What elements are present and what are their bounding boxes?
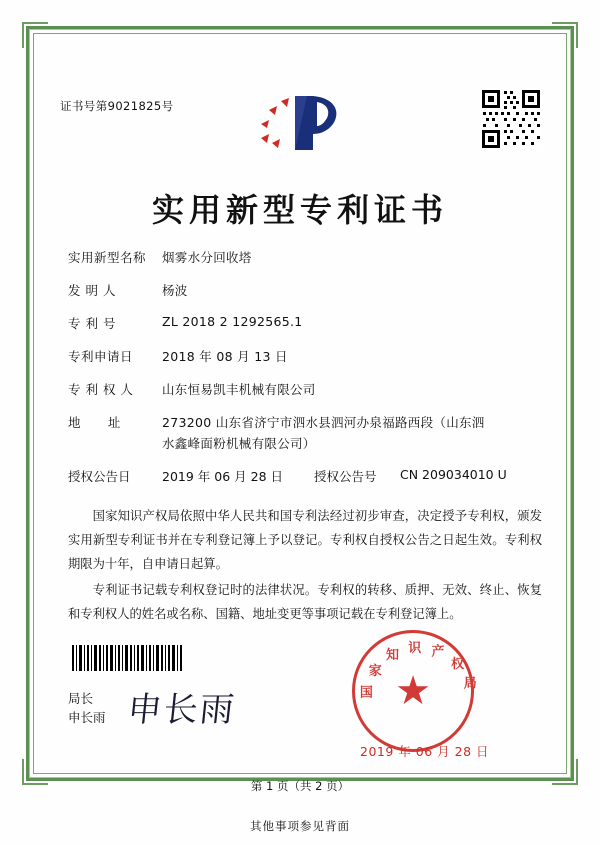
legal-text-block [68,505,542,629]
seal-date: 2019 年 06 月 28 日 [360,744,489,759]
field-value: CN 209034010 U [400,467,507,482]
field-label: 地 址 [68,415,121,430]
field-row-inventor [68,281,540,299]
paragraph-2: 专利证书记载专利权登记时的法律状况。专利权的转移、质押、无效、终止、恢复和专利权人的姓名或名称、国籍、地址变更等事项记载在专利登记簿上。 [68,582,542,621]
field-value: ZL 2018 2 1292565.1 [162,314,303,329]
field-row-application-date [68,347,540,365]
field-row-address [68,413,540,431]
field-value: 2019 年 06 月 28 日 [162,469,283,484]
field-value: 烟雾水分回收塔 [162,250,252,265]
back-side-note: 其他事项参见背面 [250,819,350,833]
corner-ornament-top-right [552,22,578,48]
field-label: 专 利 权 人 [68,382,134,397]
handwritten-signature: 申长雨 [125,690,238,730]
field-label: 实用新型名称 [68,250,147,265]
field-row-patentee [68,380,540,398]
field-value: 山东恒易凯丰机械有限公司 [162,382,316,397]
field-label: 专 利 号 [68,316,116,331]
field-label: 发 明 人 [68,283,116,298]
seal-ring-text: 国 家 知 识 产 权 局 [359,641,477,701]
official-seal [352,630,477,752]
corner-ornament-top-left [22,22,48,48]
field-value: 2018 年 08 月 13 日 [162,349,288,364]
field-row-utility-model-name [68,248,540,266]
qr-code-icon [480,88,542,150]
seal-star-icon: ★ [395,668,431,714]
field-label: 专利申请日 [68,349,134,364]
page-title: 实用新型专利证书 [151,191,448,229]
field-value: 273200 山东省济宁市泗水县泗河办泉福路西段（山东泗 [162,415,485,430]
signature-title-line2: 申长雨 [68,709,106,725]
field-value-address-line2: 水鑫峰面粉机械有限公司） [162,436,316,451]
field-list [68,248,540,500]
patent-office-logo-icon [255,88,347,158]
paragraph-1: 国家知识产权局依照中华人民共和国专利法经过初步审查，决定授予专利权，颁发实用新型专利证书并在专利登记簿上予以登记。专利权自授权公告之日起生效。专利权期限为十年，自申请日起算。 [68,509,542,571]
field-row-patent-number [68,314,540,332]
page-number: 第 1 页（共 2 页） [250,779,350,793]
field-value: 杨波 [162,283,188,298]
signature-title-line1: 局长 [68,691,94,706]
signature-label [68,690,106,728]
field-row-grant [68,467,540,485]
field-label: 授权公告日 [68,469,131,484]
barcode [72,645,184,671]
field-label: 授权公告号 [314,469,377,484]
certificate-number: 证书号第9021825号 [60,99,174,113]
